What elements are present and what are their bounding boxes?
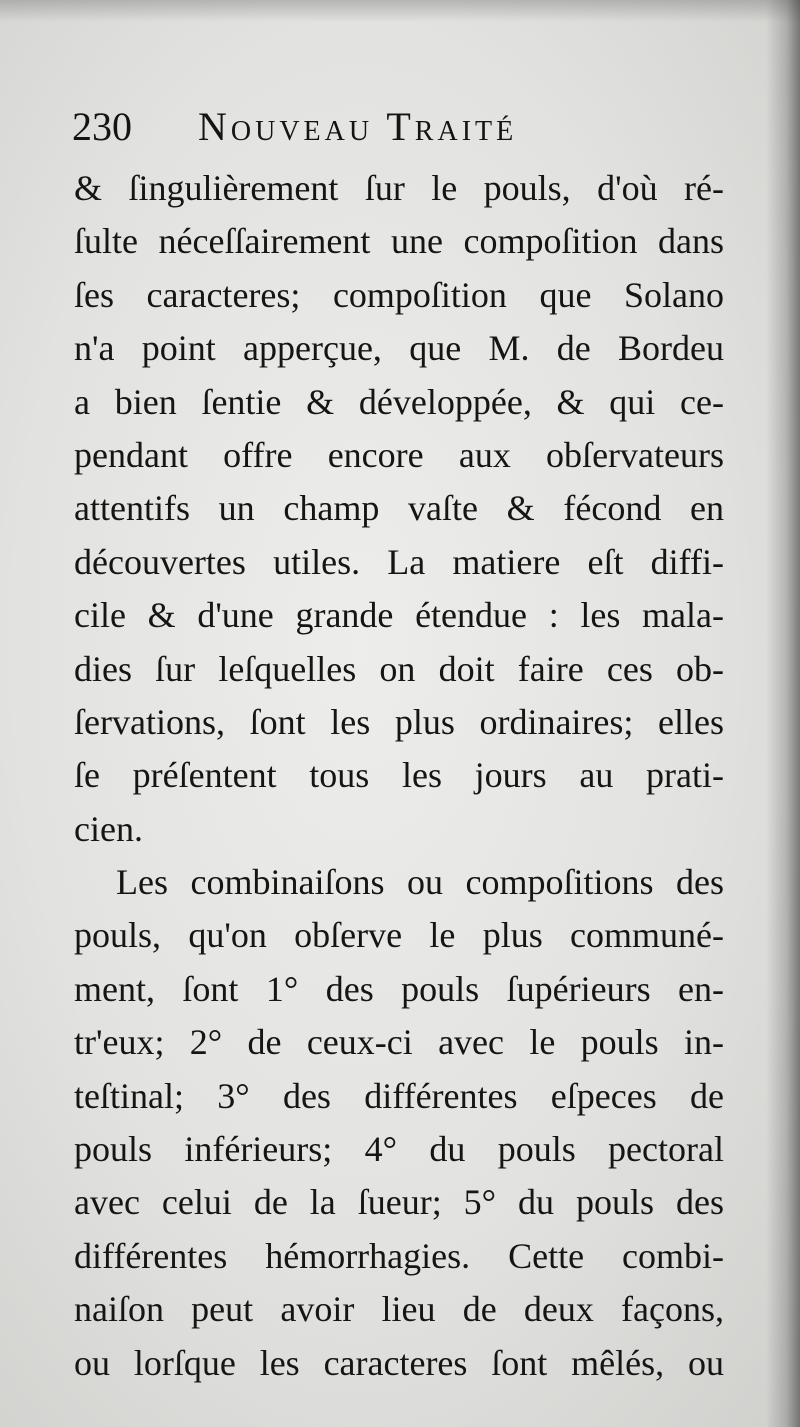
text-line: a bien ſentie & développée, & qui ce-: [74, 381, 724, 422]
running-title: Nouveau Traité: [198, 104, 518, 149]
page-gutter-shadow: [766, 0, 800, 1427]
text-line: ſervations, ſont les plus ordinaires; elles: [74, 701, 724, 742]
text-line: ment, ſont 1° des pouls ſupérieurs en-: [74, 968, 724, 1009]
text-line-paragraph-start: Les combinaiſons ou compoſitions des: [116, 862, 724, 903]
text-line: ſes caracteres; compoſition que Solano: [74, 274, 724, 315]
text-line: n'a point apperçue, que M. de Bordeu: [74, 328, 724, 369]
text-line: dies ſur leſquelles on doit faire ces ob-: [74, 648, 724, 689]
text-line: pendant offre encore aux obſervateurs: [74, 434, 724, 475]
text-line: avec celui de la ſueur; 5° du pouls des: [74, 1182, 724, 1223]
running-header: [72, 100, 692, 152]
text-line: pouls inférieurs; 4° du pouls pectoral: [74, 1129, 724, 1170]
text-line: tr'eux; 2° de ceux-ci avec le pouls in-: [74, 1022, 724, 1063]
text-line: attentifs un champ vaſte & fécond en: [74, 488, 724, 529]
text-line: & ſingulièrement ſur le pouls, d'où ré-: [74, 168, 724, 208]
text-line: différentes hémorrhagies. Cette combi-: [74, 1235, 724, 1276]
text-line: ſulte néceſſairement une compoſition dans: [74, 221, 724, 262]
text-line: pouls, qu'on obſerve le plus communé-: [74, 915, 724, 956]
text-line: ſe préſentent tous les jours au prati-: [74, 755, 724, 796]
body-text: [74, 162, 724, 1390]
text-line: teſtinal; 3° des différentes eſpeces de: [74, 1075, 724, 1116]
text-line: cile & d'une grande étendue : les mala-: [74, 595, 724, 636]
page-number: 230: [72, 104, 132, 149]
text-line-paragraph-end: cien.: [74, 808, 143, 849]
text-line: naiſon peut avoir lieu de deux façons,: [74, 1289, 724, 1330]
text-line: ou lorſque les caracteres ſont mêlés, ou: [74, 1342, 724, 1383]
text-line: découvertes utiles. La matiere eſt diffi-: [74, 541, 724, 582]
page-top-shadow: [0, 0, 800, 22]
